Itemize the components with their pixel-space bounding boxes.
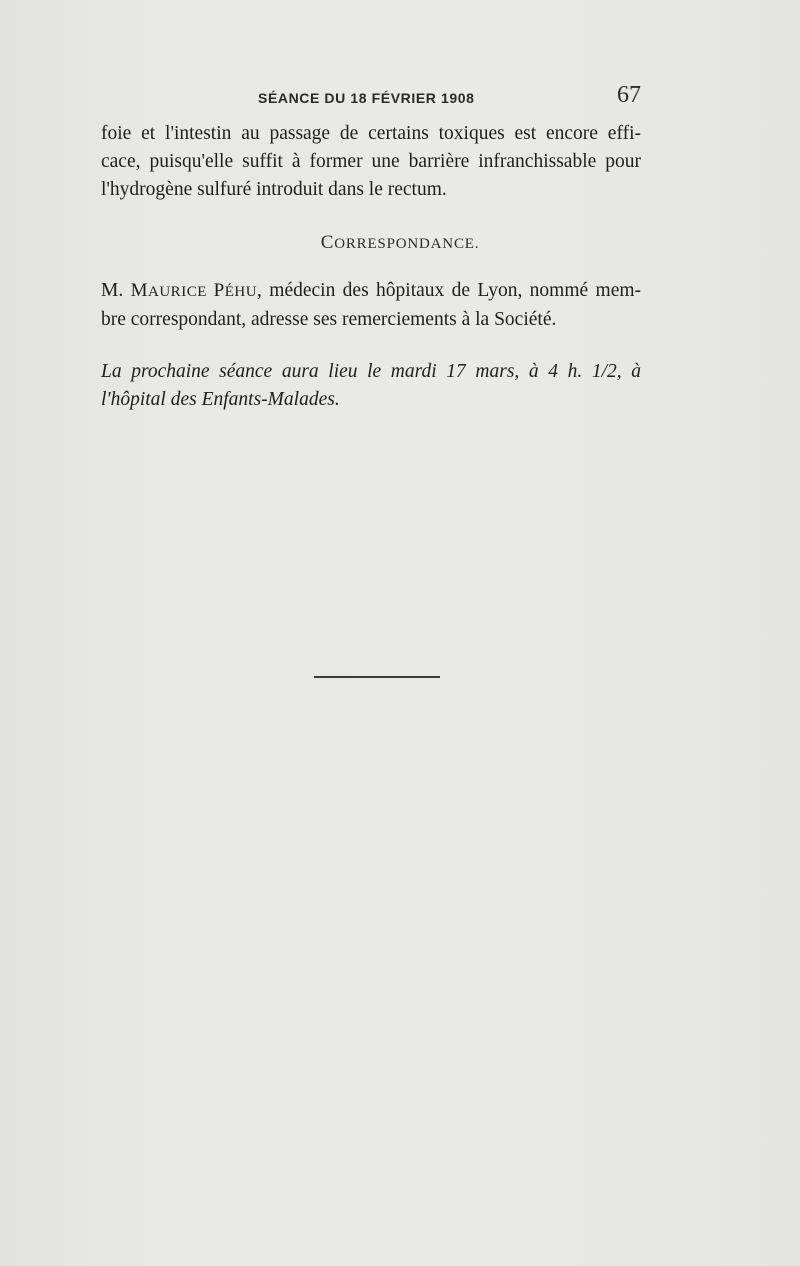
running-head xyxy=(0,82,800,112)
page-number: 67 xyxy=(617,82,641,108)
paragraph-1-line-1: foie et l'intestin au passage de certains toxiques est encore effi- xyxy=(101,123,641,144)
section-heading-text: CORRESPONDANCE. xyxy=(320,232,480,253)
paragraph-1-line-3: l'hydrogène sulfuré introduit dans le rectum. xyxy=(101,179,447,200)
paragraph-2 xyxy=(101,277,641,334)
paragraph-2-line-1-rest: , médecin des hôpitaux de Lyon, nommé mem- xyxy=(257,280,642,301)
running-title: SÉANCE DU 18 FÉVRIER 1908 xyxy=(258,90,475,106)
paragraph-1 xyxy=(101,120,641,204)
section-heading xyxy=(0,232,800,254)
paragraph-1-line-2: cace, puisqu'elle suffit à former une barrière infranchissable pour xyxy=(101,151,641,172)
paragraph-3-line-2: l'hôpital des Enfants-Malades. xyxy=(101,389,340,410)
paragraph-2-line-2: bre correspondant, adresse ses remerciements à la Société. xyxy=(101,309,557,330)
end-rule xyxy=(314,676,440,678)
paragraph-2-line-1 xyxy=(101,277,641,306)
paragraph-3 xyxy=(101,358,641,414)
paragraph-3-line-1: La prochaine séance aura lieu le mardi 17 mars, à 4 h. 1/2, à xyxy=(101,361,641,382)
paragraph-2-prefix: M. xyxy=(101,280,131,301)
person-name: MAURICE PÉHU xyxy=(130,280,258,301)
